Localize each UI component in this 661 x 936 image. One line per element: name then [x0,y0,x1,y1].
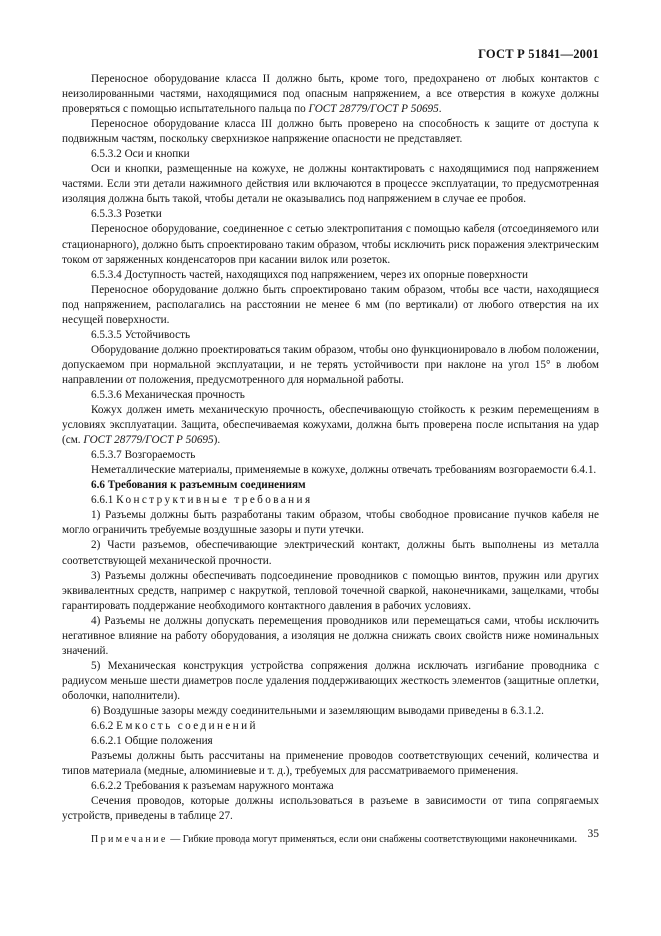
list-item-4: 4) Разъемы не должны допускать перемещения проводников или перемещаться сами, чтобы исключить негативное влияние на работу оборудования, а изоляция не должна снижать своих свойств ниже номинальных значений. [62,614,599,657]
section-heading-6-5-3-2: 6.5.3.2 Оси и кнопки [91,148,190,161]
standard-reference: ГОСТ 28779/ГОСТ Р 50695 [83,434,214,447]
section-heading-6-6: 6.6 Требования к разъемным соединениям [91,479,306,492]
paragraph-stability: Оборудование должно проектироваться таким образом, чтобы оно функционировало в любом положении, допускаемом при нормальной эксплуатации, и не терять устойчивости при наклоне на угол 15° в любом направлении от положения, предусмотренного для нормальной работы. [62,343,599,386]
list-item-5: 5) Механическая конструкция устройства сопряжения должна исключать изгибание проводника с радиусом меньше шести диаметров после удаления поддерживающих жесткость элементов (защитные оплетки, оболочки, наполнители). [62,659,599,702]
paragraph-accessibility: Переносное оборудование должно быть спроектировано таким образом, чтобы все части, находящиеся под напряжением, располагались на расстоянии не менее 6 мм (по вертикали) от любого отверстия на их несущей поверхности. [62,283,599,326]
page-number: 35 [587,828,599,840]
list-item-2: 2) Части разъемов, обеспечивающие электрический контакт, должны быть выполнены из металла соответствующей механической прочности. [62,539,599,567]
paragraph-wire-sections: Сечения проводов, которые должны использоваться в разъеме в зависимости от типа сопрягаемых устройств, приведены в таблице 27. [62,795,599,823]
list-item-6: 6) Воздушные зазоры между соединительными и заземляющим выводами приведены в 6.3.1.2. [91,704,544,717]
paragraph-general: Разъемы должны быть рассчитаны на применение проводов соответствующих сечений, количества и типов материала (медные, алюминиевые и т. д.), требуемых для рассматриваемого применения. [62,750,599,778]
paragraph-flammability: Неметаллические материалы, применяемые в кожухе, должны отвечать требованиям возгораемости 6.4.1. [91,464,597,477]
paragraph-class-iii: Переносное оборудование класса III должно быть проверено на способность к защите от доступа к подвижным частям, поскольку сверхнизкое напряжение опасности не представляет. [62,118,599,146]
document-header: ГОСТ Р 51841—2001 [478,47,599,61]
paragraph-class-ii: Переносное оборудование класса II должно быть, кроме того, предохранено от любых контактов с неизолированными частями, находящимися под опасным напряжением, а все отверстия в кожухе должны проверяться с помощью испытательного пальца по ГОСТ 28779/ГОСТ Р 50695. [62,73,599,116]
list-item-1: 1) Разъемы должны быть разработаны таким образом, чтобы свободное провисание пучков кабеля не могло ограничить требуемые воздушные зазоры и пути утечки. [62,509,599,537]
section-heading-6-6-1: 6.6.1 Конструктивные требования [91,494,313,507]
section-heading-6-5-3-5: 6.5.3.5 Устойчивость [91,328,191,341]
section-heading-6-5-3-4: 6.5.3.4 Доступность частей, находящихся под напряжением, через их опорные поверхности [91,268,528,281]
note [62,833,599,847]
list-item-3: 3) Разъемы должны обеспечивать подсоединение проводников с помощью винтов, пружин или других эквивалентных средств, например с накруткой, тепловой точечной сваркой, наконечниками, защелками, чтобы гарантировать поддержание необходимого контактного давления в рабочих условиях. [62,569,599,612]
section-heading-6-6-2-2: 6.6.2.2 Требования к разъемам наружного монтажа [91,780,334,793]
note-label: Примечание [91,834,168,846]
section-heading-6-5-3-7: 6.5.3.7 Возгораемость [91,449,196,462]
section-heading-6-5-3-6: 6.5.3.6 Механическая прочность [91,388,245,401]
section-heading-6-6-2-1: 6.6.2.1 Общие положения [91,735,213,748]
paragraph-axes-buttons: Оси и кнопки, размещенные на кожухе, не должны контактировать с находящимися под напряжением частями. Если эти детали нажимного действия или включаются в процессе эксплуатации, то предусмотренная изоляция должна быть такой, чтобы детали не оказывались под напряжением в случае ее пробоя. [62,163,599,206]
section-heading-6-6-2: 6.6.2 Емкость соединений [91,720,258,733]
section-heading-6-5-3-3: 6.5.3.3 Розетки [91,208,162,221]
document-body [62,72,599,847]
note-text: — Гибкие провода могут применяться, если они снабжены соответствующими наконечниками. [167,834,578,846]
paragraph-sockets: Переносное оборудование, соединенное с сетью электропитания с помощью кабеля (отсоединяемого или стационарного), должно быть спроектировано таким образом, чтобы исключить риск поражения электрическим током от заряженных конденсаторов при касании вилок или розеток. [62,223,599,266]
paragraph-mechanical-strength: Кожух должен иметь механическую прочность, обеспечивающую стойкость к резким перемещениям в условиях эксплуатации. Защита, обеспечиваемая кожухами, должна быть проверена после испытания на удар (см. ГОСТ 28779/ГОСТ Р 50695). [62,404,599,447]
standard-reference: ГОСТ 28779/ГОСТ Р 50695 [308,103,439,116]
